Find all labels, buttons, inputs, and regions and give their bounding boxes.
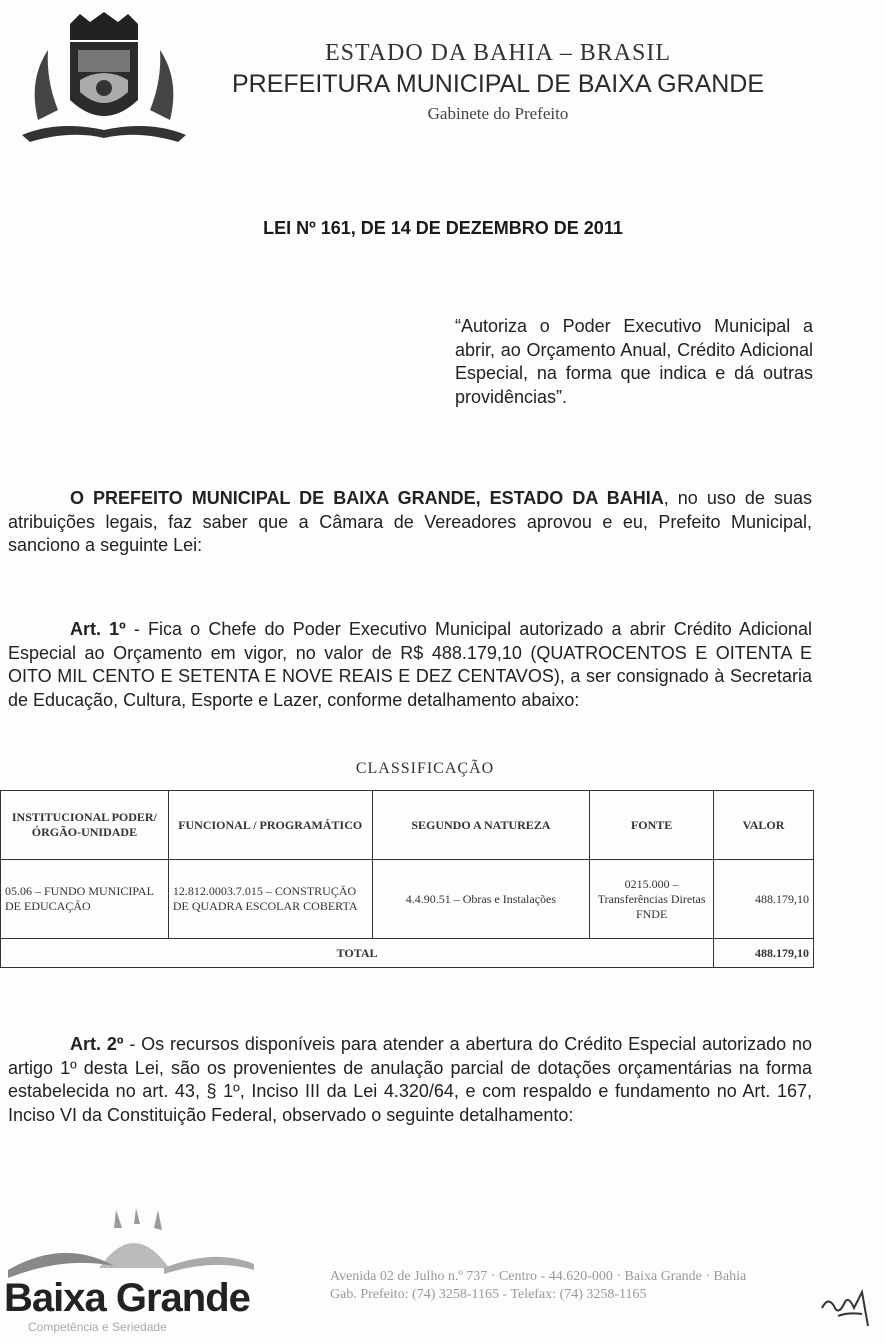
article-1-text: - Fica o Chefe do Poder Executivo Municipal autorizado a abrir Crédito Adicional Especial ao Orçamento em vigor, no valor de R$ 488.179,10 (QUATROCENTOS E OITENTA E OITO MIL CENTO E SETENTA E NOVE REAIS E DEZ CENTAVOS), a ser consignado à Secretaria de Educação, Cultura, Esporte e Lazer, conforme detalhamento abaixo: (8, 619, 812, 710)
cell-fonte: 0215.000 – Transferências Diretas FNDE (590, 860, 714, 939)
total-label: TOTAL (1, 939, 714, 968)
column-header: SEGUNDO A NATUREZA (372, 791, 590, 860)
classification-table (0, 790, 814, 968)
header-prefecture: PREFEITURA MUNICIPAL DE BAIXA GRANDE (231, 70, 765, 98)
cell-valor: 488.179,10 (714, 860, 814, 939)
article-1-label: Art. 1º (70, 619, 126, 639)
preamble-text: , no uso de suas atribuições legais, faz saber que a Câmara de Vereadores aprovou e eu, Prefeito Municipal, sanciono a seguinte Lei: (8, 488, 813, 556)
footer-tagline: Competência e Seriedade (28, 1320, 167, 1334)
phone-line: Gab. Prefeito: (74) 3258-1165 - Telefax: (74) 3258-1165 (330, 1287, 647, 1302)
article-2 (8, 1033, 812, 1127)
article-2-label: Art. 2º (70, 1034, 124, 1054)
total-value: 488.179,10 (714, 939, 814, 968)
address-line: Avenida 02 de Julho n.º 737 · Centro - 44.620-000 · Baixa Grande · Bahia (330, 1269, 747, 1284)
footer-brand: Baixa Grande (4, 1276, 250, 1320)
law-ementa: “Autoriza o Poder Executivo Municipal a abrir, ao Orçamento Anual, Crédito Adicional Especial, na forma que indica e dá outras providências”. (455, 316, 813, 407)
header-office: Gabinete do Prefeito (427, 104, 569, 123)
cell-funcional: 12.812.0003.7.015 – CONSTRUÇÃO DE QUADRA ESCOLAR COBERTA (168, 860, 372, 939)
law-title: LEI Nº 161, DE 14 DE DEZEMBRO DE 2011 (263, 218, 623, 238)
table-total-row (1, 939, 814, 968)
column-header: FONTE (590, 791, 714, 860)
footer-address (330, 1268, 746, 1304)
article-2-text: - Os recursos disponíveis para atender a abertura do Crédito Especial autorizado no artigo 1º desta Lei, são os provenientes de anulação parcial de dotações orçamentárias na forma estabelecida no art. 43, § 1º, Inciso III da Lei 4.320/64, e com respaldo e fundamento no Art. 167, Inciso VI da Constituição Federal, observado o seguinte detalhamento: (8, 1034, 812, 1125)
column-header: VALOR (714, 791, 814, 860)
cell-natureza: 4.4.90.51 – Obras e Instalações (372, 860, 590, 939)
classification-title: CLASSIFICAÇÃO (355, 760, 495, 777)
table-header-row (1, 791, 814, 860)
preamble-paragraph (8, 487, 812, 558)
signature-icon (818, 1286, 878, 1336)
header-state: ESTADO DA BAHIA – BRASIL (324, 40, 672, 66)
table-row (1, 860, 814, 939)
preamble-lead: O PREFEITO MUNICIPAL DE BAIXA GRANDE, ESTADO DA BAHIA (70, 488, 664, 508)
column-header: INSTITUCIONAL PODER/ÓRGÃO-UNIDADE (1, 791, 169, 860)
cell-institucional: 05.06 – FUNDO MUNICIPAL DE EDUCAÇÃO (1, 860, 169, 939)
column-header: FUNCIONAL / PROGRAMÁTICO (168, 791, 372, 860)
article-1 (8, 618, 812, 712)
